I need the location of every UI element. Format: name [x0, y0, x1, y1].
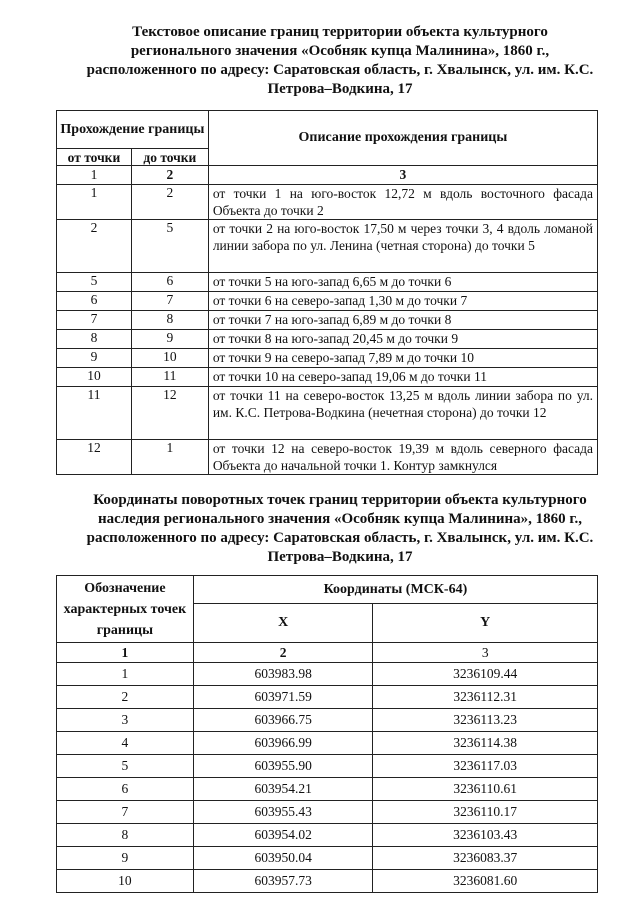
table-row — [57, 220, 598, 273]
table-row — [57, 732, 598, 755]
x-cell: 603955.43 — [193, 801, 373, 824]
description-cell: от точки 9 на северо-запад 7,89 м до точки 10 — [208, 349, 597, 368]
point-cell: 1 — [57, 663, 194, 686]
index-cell: 2 — [193, 643, 373, 663]
point-cell: 10 — [57, 870, 194, 893]
from-cell: 6 — [57, 292, 132, 311]
title-line: регионального значения «Особняк купца Малинина», 1860 г., — [130, 43, 550, 59]
table-row — [57, 709, 598, 732]
boundary-description-table — [56, 110, 598, 475]
from-cell: 7 — [57, 311, 132, 330]
index-cell: 1 — [57, 643, 194, 663]
to-cell: 8 — [131, 311, 208, 330]
x-cell: 603957.73 — [193, 870, 373, 893]
table-row — [57, 311, 598, 330]
y-cell: 3236114.38 — [373, 732, 598, 755]
y-cell: 3236117.03 — [373, 755, 598, 778]
point-cell: 9 — [57, 847, 194, 870]
y-cell: 3236112.31 — [373, 686, 598, 709]
header-point-designation: Обозначение характерных точек границы — [57, 576, 194, 643]
point-cell: 5 — [57, 755, 194, 778]
to-cell: 2 — [131, 185, 208, 220]
y-cell: 3236113.23 — [373, 709, 598, 732]
header-to: до точки — [131, 149, 208, 166]
point-cell: 2 — [57, 686, 194, 709]
table-row — [57, 663, 598, 686]
from-cell: 1 — [57, 185, 132, 220]
to-cell: 6 — [131, 273, 208, 292]
description-cell: от точки 1 на юго-восток 12,72 м вдоль восточного фасада Объекта до точки 2 — [208, 185, 597, 220]
description-cell: от точки 5 на юго-запад 6,65 м до точки 6 — [208, 273, 597, 292]
point-cell: 8 — [57, 824, 194, 847]
header-description: Описание прохождения границы — [208, 111, 597, 166]
from-cell: 10 — [57, 368, 132, 387]
table-row — [57, 349, 598, 368]
x-cell: 603954.21 — [193, 778, 373, 801]
table-row — [57, 387, 598, 440]
description-cell: от точки 2 на юго-восток 17,50 м через точки 3, 4 вдоль ломаной линии забора по ул. Ленина (четная сторона) до точки 5 — [208, 220, 597, 273]
table-row — [57, 440, 598, 475]
to-cell: 9 — [131, 330, 208, 349]
table-row — [57, 368, 598, 387]
table-row — [57, 778, 598, 801]
to-cell: 5 — [131, 220, 208, 273]
title-line: Петрова–Водкина, 17 — [267, 81, 413, 97]
x-cell: 603966.75 — [193, 709, 373, 732]
to-cell: 10 — [131, 349, 208, 368]
header-from: от точки — [57, 149, 132, 166]
header-coordinates: Координаты (МСК-64) — [193, 576, 597, 604]
table-row — [57, 847, 598, 870]
from-cell: 5 — [57, 273, 132, 292]
table-row — [57, 185, 598, 220]
from-cell: 12 — [57, 440, 132, 475]
index-cell: 1 — [57, 166, 132, 185]
title-line: Текстовое описание границ территории объекта культурного — [132, 24, 548, 40]
x-cell: 603950.04 — [193, 847, 373, 870]
x-cell: 603954.02 — [193, 824, 373, 847]
title-line: Координаты поворотных точек границ территории объекта культурного — [93, 492, 587, 508]
to-cell: 12 — [131, 387, 208, 440]
point-cell: 4 — [57, 732, 194, 755]
y-cell: 3236083.37 — [373, 847, 598, 870]
index-cell: 3 — [373, 643, 598, 663]
title-line: расположенного по адресу: Саратовская область, г. Хвалынск, ул. им. К.С. — [86, 530, 594, 546]
column-index-row — [57, 166, 598, 185]
from-cell: 2 — [57, 220, 132, 273]
coordinates-title — [40, 491, 640, 567]
from-cell: 11 — [57, 387, 132, 440]
y-cell: 3236081.60 — [373, 870, 598, 893]
x-cell: 603966.99 — [193, 732, 373, 755]
boundary-description-title — [40, 23, 640, 99]
description-cell: от точки 12 на северо-восток 19,39 м вдоль северного фасада Объекта до начальной точки 1. Контур замкнулся — [208, 440, 597, 475]
point-cell: 7 — [57, 801, 194, 824]
header-passage: Прохождение границы — [57, 111, 209, 149]
y-cell: 3236110.61 — [373, 778, 598, 801]
point-cell: 6 — [57, 778, 194, 801]
description-cell: от точки 6 на северо-запад 1,30 м до точки 7 — [208, 292, 597, 311]
to-cell: 11 — [131, 368, 208, 387]
description-cell: от точки 10 на северо-запад 19,06 м до точки 11 — [208, 368, 597, 387]
index-cell: 2 — [131, 166, 208, 185]
y-cell: 3236103.43 — [373, 824, 598, 847]
description-cell: от точки 7 на юго-запад 6,89 м до точки 8 — [208, 311, 597, 330]
table-row — [57, 755, 598, 778]
table-row — [57, 801, 598, 824]
title-line: Петрова–Водкина, 17 — [267, 549, 413, 565]
table-row — [57, 686, 598, 709]
from-cell: 9 — [57, 349, 132, 368]
table-row — [57, 870, 598, 893]
x-cell: 603955.90 — [193, 755, 373, 778]
index-cell: 3 — [208, 166, 597, 185]
title-line: наследия регионального значения «Особняк купца Малинина», 1860 г., — [97, 511, 583, 527]
table-row — [57, 273, 598, 292]
description-cell: от точки 8 на юго-запад 20,45 м до точки 9 — [208, 330, 597, 349]
header-x: X — [193, 604, 373, 643]
coordinates-table — [56, 575, 598, 893]
table-row — [57, 292, 598, 311]
description-cell: от точки 11 на северо-восток 13,25 м вдоль линии забора по ул. им. К.С. Петрова-Водкина (нечетная сторона) до точки 12 — [208, 387, 597, 440]
y-cell: 3236110.17 — [373, 801, 598, 824]
title-line: расположенного по адресу: Саратовская область, г. Хвалынск, ул. им. К.С. — [86, 62, 594, 78]
to-cell: 7 — [131, 292, 208, 311]
column-index-row — [57, 643, 598, 663]
table-row — [57, 330, 598, 349]
header-y: Y — [373, 604, 598, 643]
y-cell: 3236109.44 — [373, 663, 598, 686]
x-cell: 603971.59 — [193, 686, 373, 709]
to-cell: 1 — [131, 440, 208, 475]
x-cell: 603983.98 — [193, 663, 373, 686]
point-cell: 3 — [57, 709, 194, 732]
from-cell: 8 — [57, 330, 132, 349]
table-row — [57, 824, 598, 847]
